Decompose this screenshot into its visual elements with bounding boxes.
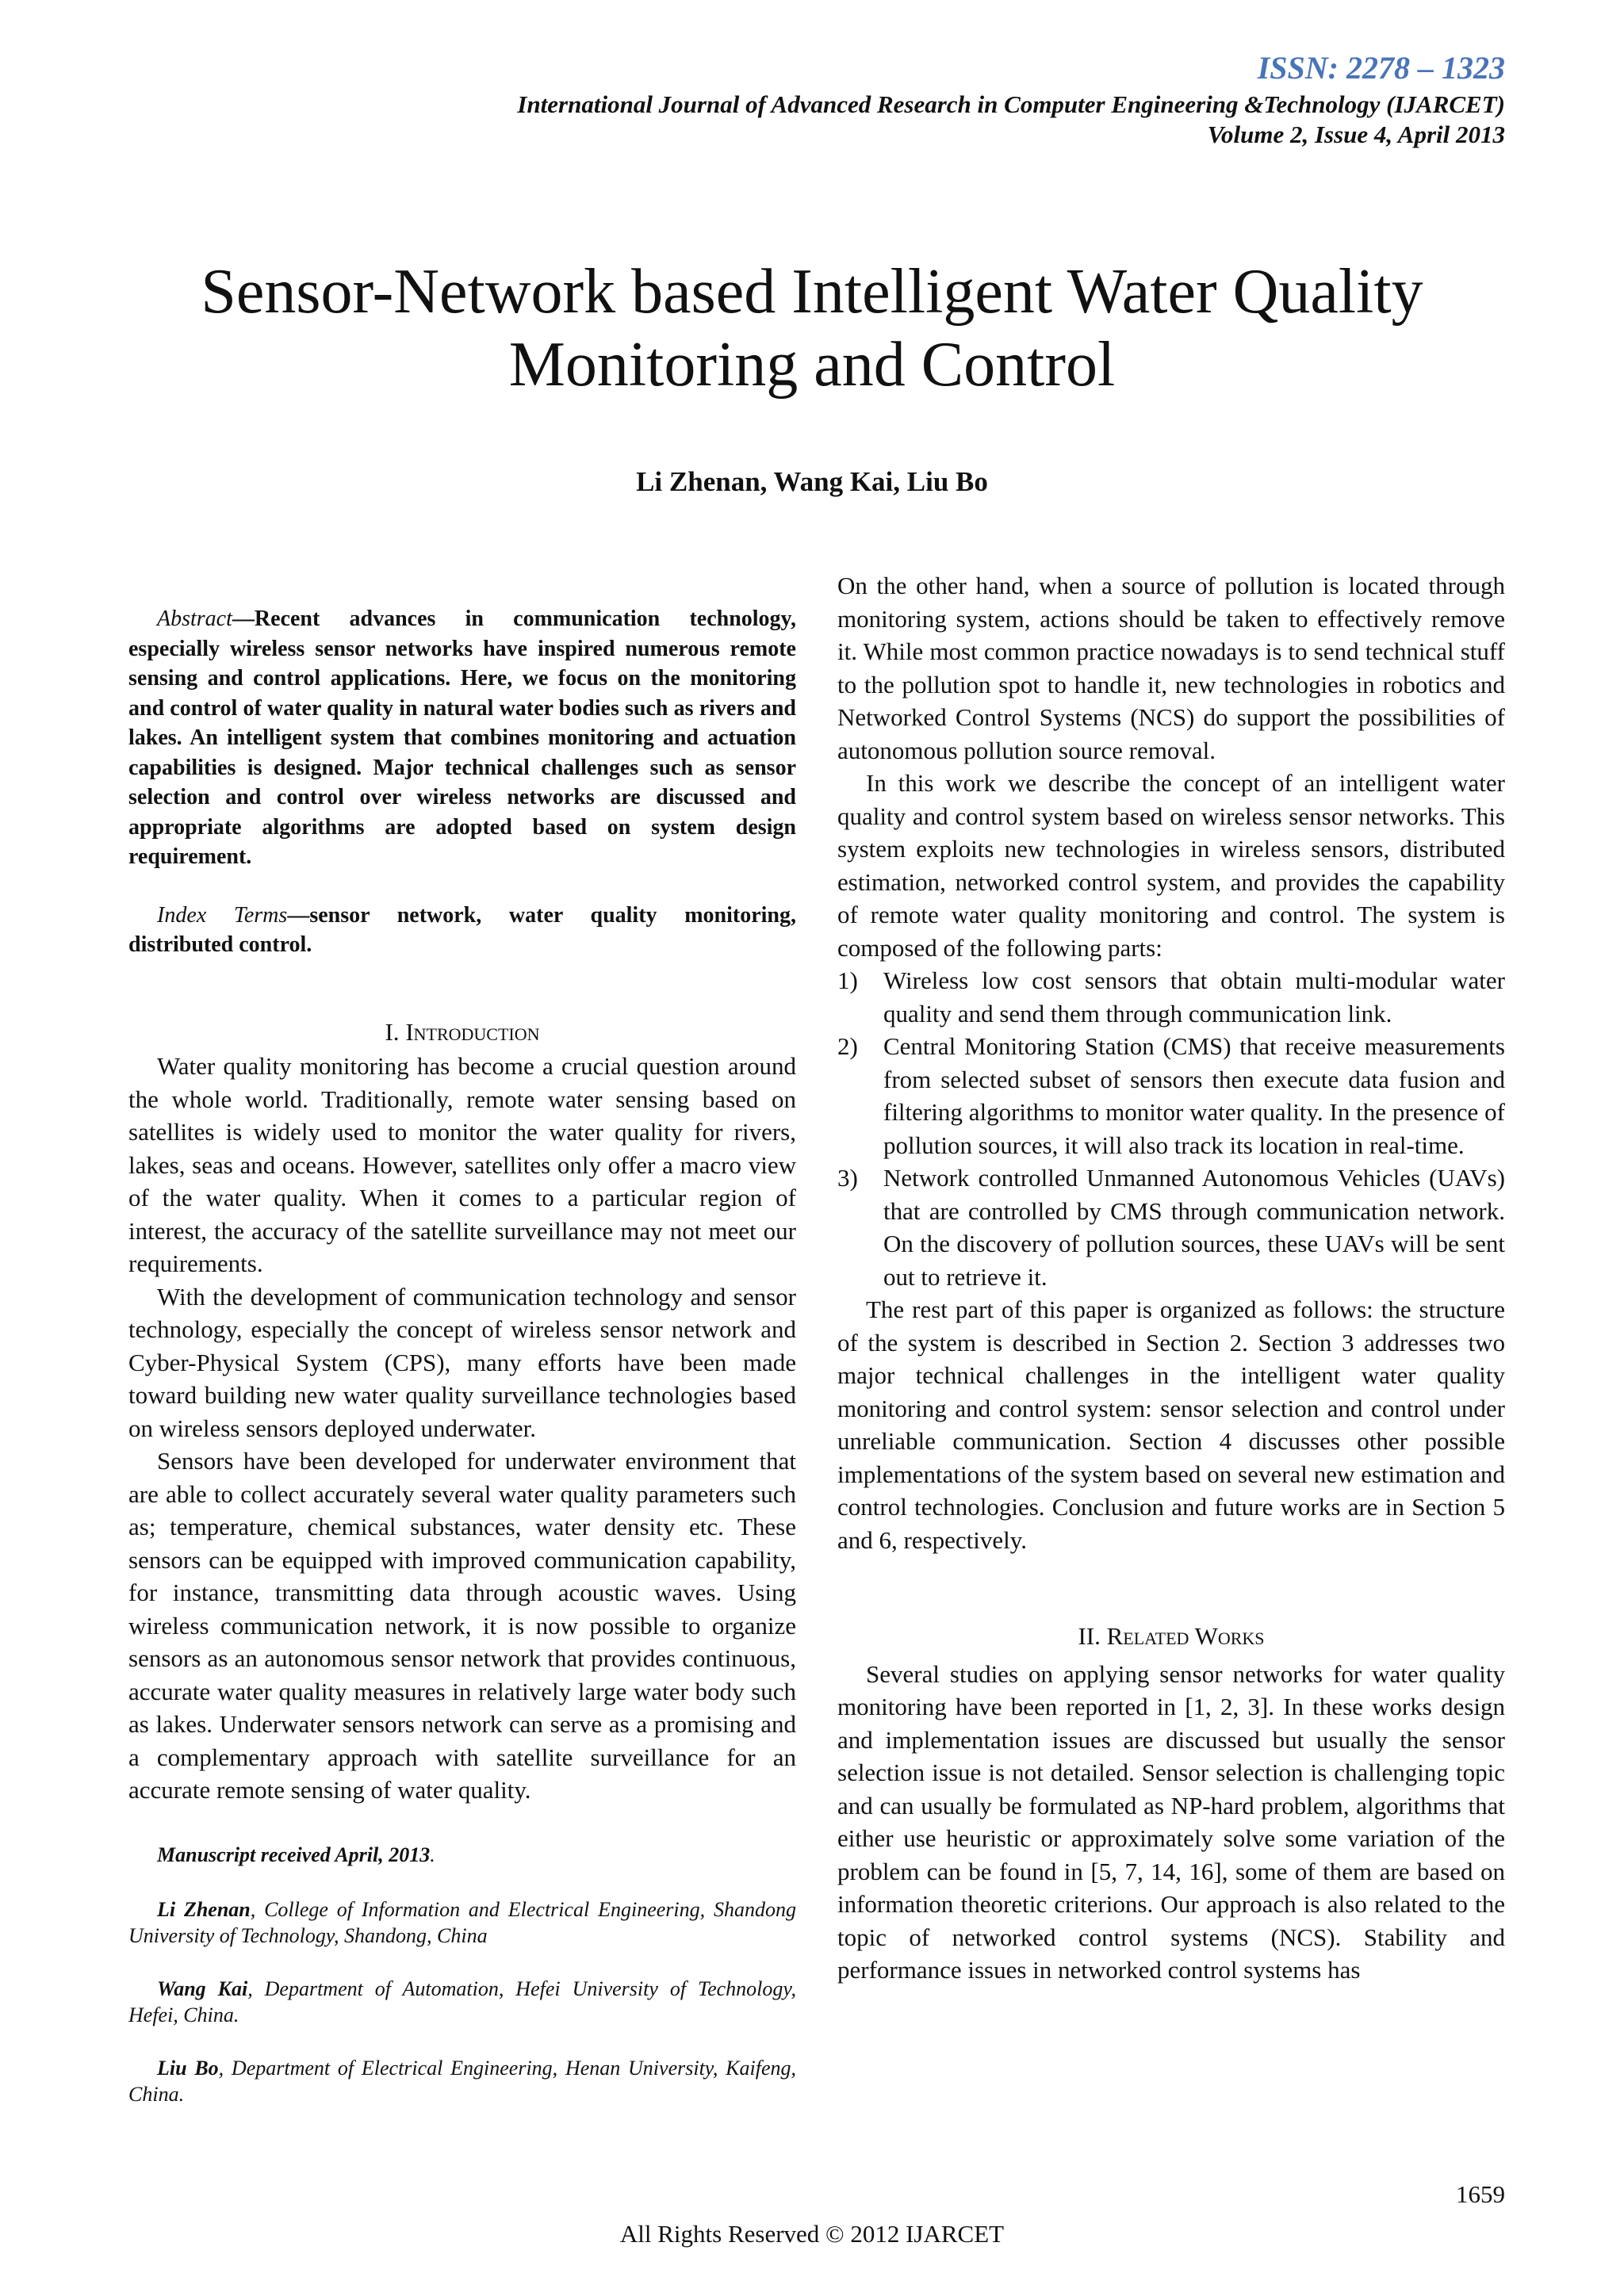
- list-item-number: 3): [837, 1164, 858, 1192]
- footnote-author-1: [128, 1896, 796, 1949]
- manuscript-received: Manuscript received April, 2013: [157, 1843, 431, 1866]
- author-2-name: Wang Kai: [157, 1976, 248, 2000]
- right-paragraph-2: In this work we describe the concept of an intelligent water quality and control system based on wireless sensor networks. This system exploits new technologies in wireless sensors, distributed estimation, networked control system, and provides the capability of remote water quality monitoring and control. The system is composed of the following parts:: [837, 769, 1505, 962]
- author-3-name: Liu Bo: [157, 2056, 219, 2080]
- index-terms-label: Index Terms: [157, 902, 288, 928]
- author-1-affiliation: , College of Information and Electrical Engineering, Shandong University of Technology, Shandong, China: [128, 1897, 796, 1947]
- intro-paragraph-3: Sensors have been developed for underwater environment that are able to collect accurately several water quality parameters such as; temperature, chemical substances, water density etc. These sensors can be equipped with improved communication capability, for instance, transmitting data through acoustic waves. Using wireless communication network, it is now possible to organize sensors as an autonomous sensor network that provides continuous, accurate water quality measures in relatively large water body such as lakes. Underwater sensors network can serve as a promising and a complementary approach with satellite surveillance for an accurate remote sensing of water quality.: [128, 1447, 796, 1804]
- section-title: Related Works: [1106, 1622, 1265, 1650]
- intro-paragraph-2: With the development of communication technology and sensor technology, especially the concept of wireless sensor network and Cyber-Physical System (CPS), many efforts have been made toward building new water quality surveillance technologies based on wireless sensors deployed underwater.: [128, 1282, 796, 1442]
- section-number: I.: [385, 1017, 400, 1046]
- list-item-text: Network controlled Unmanned Autonomous Vehicles (UAVs) that are controlled by CMS through communication network. On the discovery of pollution sources, these UAVs will be sent out to retrieve it.: [883, 1164, 1505, 1291]
- abstract-text: —Recent advances in communication technology, especially wireless sensor networks have inspired numerous remote sensing and control applications. Here, we focus on the monitoring and control of water quality in natural water bodies such as rivers and lakes. An intelligent system that combines monitoring and actuation capabilities is designed. Major technical challenges such as sensor selection and control over wireless networks are discussed and appropriate algorithms are adopted based on system design requirement.: [128, 607, 796, 869]
- section-heading-introduction: [128, 1016, 796, 1049]
- author-2-affiliation: , Department of Automation, Hefei University of Technology, Hefei, China.: [128, 1976, 796, 2026]
- right-column: [837, 569, 1505, 1987]
- related-works-paragraph: Several studies on applying sensor networks for water quality monitoring have been reported in [1, 2, 3]. In these works design and implementation issues are discussed but usually the sensor selection issue is not detailed. Sensor selection is challenging topic and can usually be formulated as NP-hard problem, algorithms that either use heuristic or approximately solve some variation of the problem can be found in [5, 7, 14, 16], some of them are based on information theoretic criterions. Our approach is also related to the topic of networked control systems (NCS). Stability and performance issues in networked control systems has: [837, 1659, 1505, 1984]
- list-item: [837, 964, 1505, 1030]
- manuscript-period: .: [430, 1843, 435, 1866]
- list-item-number: 2): [837, 1032, 858, 1060]
- author-3-affiliation: , Department of Electrical Engineering, Henan University, Kaifeng, China.: [128, 2056, 796, 2106]
- paper-title-line-1: Sensor-Network based Intelligent Water Quality: [201, 256, 1423, 327]
- issn: ISSN: 2278 – 1323: [1257, 50, 1505, 86]
- section-number: II.: [1078, 1622, 1101, 1650]
- list-item-number: 1): [837, 966, 858, 994]
- authors: Li Zhenan, Wang Kai, Liu Bo: [636, 466, 988, 497]
- system-parts-list: [837, 964, 1505, 1293]
- abstract-label: Abstract: [157, 607, 232, 631]
- page-number: 1659: [1456, 2180, 1505, 2208]
- right-paragraph-3: The rest part of this paper is organized as follows: the structure of the system is described in Section 2. Section 3 addresses two major technical challenges in the intelligent water quality monitoring and control system: sensor selection and control under unreliable communication. Section 4 discusses other possible implementations of the system based on several new estimation and control technologies. Conclusion and future works are in Section 5 and 6, respectively.: [837, 1295, 1505, 1554]
- list-item: [837, 1030, 1505, 1161]
- footnote-author-2: [128, 1976, 796, 2028]
- list-item-text: Wireless low cost sensors that obtain multi-modular water quality and send them through communication link.: [883, 966, 1505, 1027]
- section-heading-related-works: [837, 1620, 1505, 1653]
- index-terms-text: —sensor network, water quality monitoring, distributed control.: [128, 902, 796, 957]
- paper-title-line-2: Monitoring and Control: [508, 329, 1116, 400]
- volume-issue: Volume 2, Issue 4, April 2013: [1207, 121, 1505, 148]
- abstract: [128, 604, 796, 872]
- journal-name: International Journal of Advanced Research in Computer Engineering &Technology (IJARCET): [517, 90, 1505, 118]
- index-terms: [128, 901, 796, 960]
- footnote-author-3: [128, 2055, 796, 2107]
- section-title: Introduction: [405, 1017, 540, 1046]
- intro-paragraph-1: Water quality monitoring has become a crucial question around the whole world. Traditionally, remote water sensing based on satellites is widely used to monitor the water quality for rivers, lakes, seas and oceans. However, satellites only offer a macro view of the water quality. When it comes to a particular region of interest, the accuracy of the satellite surveillance may not meet our requirements.: [128, 1052, 796, 1277]
- left-column: [128, 569, 796, 2107]
- paper-title: [0, 255, 1624, 401]
- list-item: [837, 1161, 1505, 1293]
- footnote-manuscript: [128, 1842, 796, 1868]
- copyright: All Rights Reserved © 2012 IJARCET: [619, 2220, 1005, 2248]
- author-1-name: Li Zhenan: [157, 1897, 251, 1921]
- right-paragraph-1: On the other hand, when a source of pollution is located through monitoring system, actions should be taken to effectively remove it. While most common practice nowadays is to send technical stuff to the pollution spot to handle it, new technologies in robotics and Networked Control Systems (NCS) do support the possibilities of autonomous pollution source removal.: [837, 572, 1505, 764]
- list-item-text: Central Monitoring Station (CMS) that receive measurements from selected subset of sensors then execute data fusion and filtering algorithms to monitor water quality. In the presence of pollution sources, it will also track its location in real-time.: [883, 1032, 1505, 1159]
